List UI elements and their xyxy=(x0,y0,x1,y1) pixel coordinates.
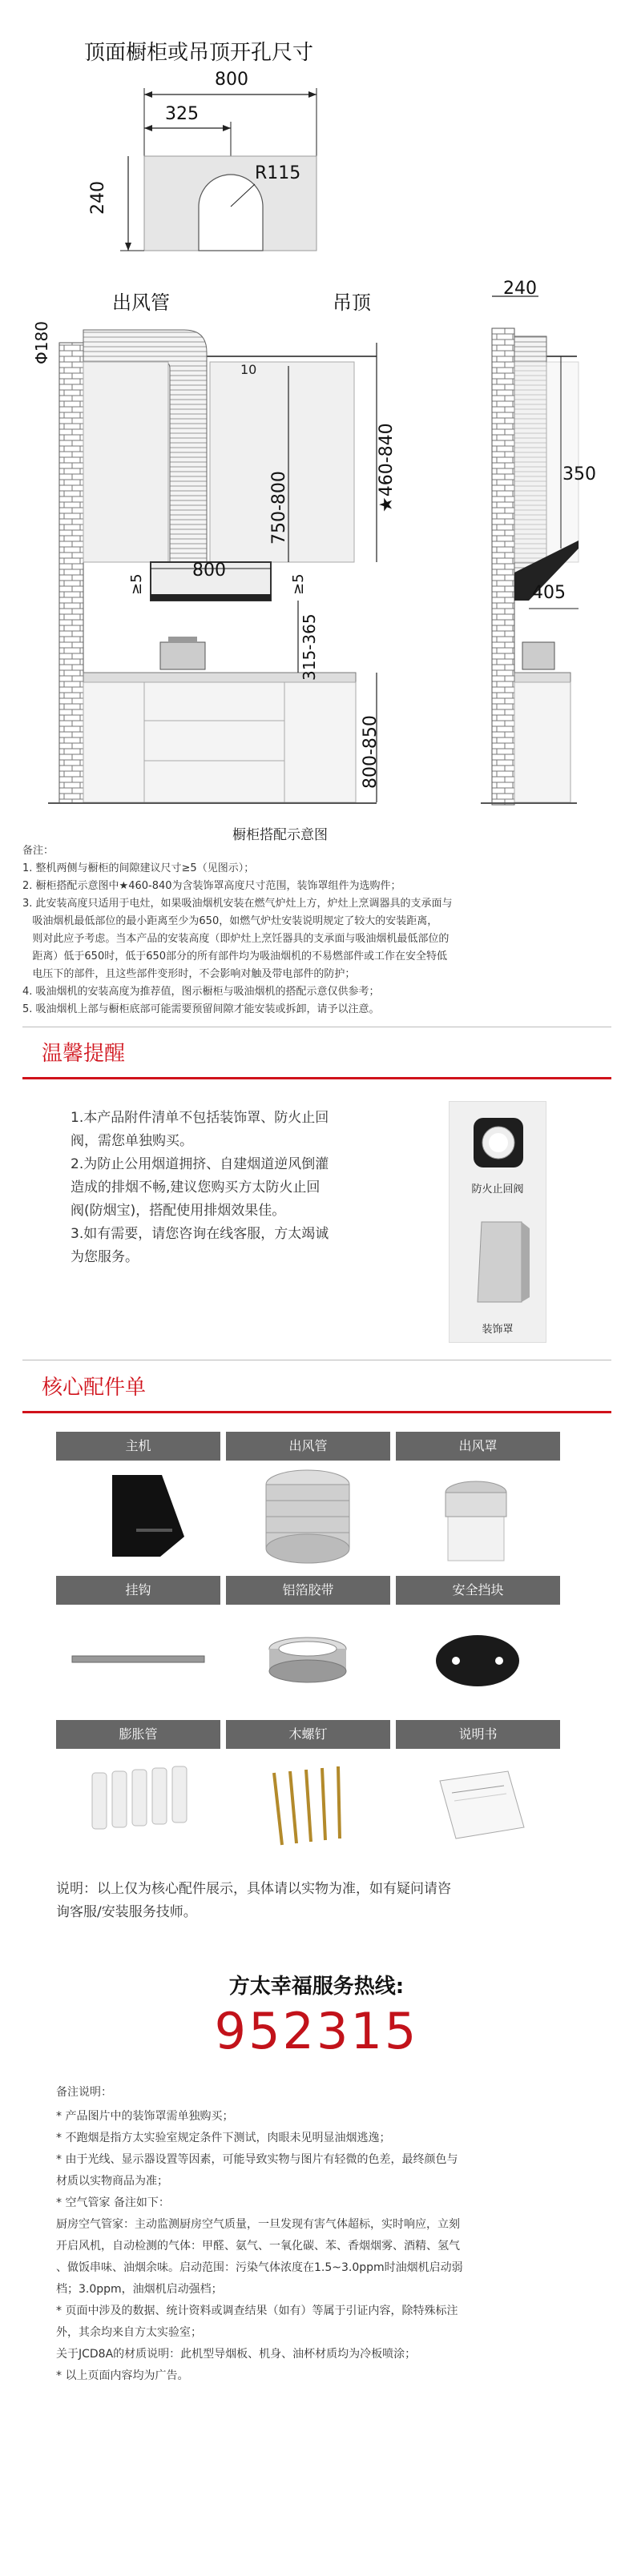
tips-text xyxy=(71,1107,431,1269)
fire-valve-label: 防火止回阀 xyxy=(471,1184,524,1196)
tip-line: 2.为防止公用烟道拥挤、自建烟道逆风倒灌 xyxy=(71,1156,329,1172)
decorative-cover-icon xyxy=(450,1214,546,1318)
remark-line: 开启风机，自动检测的气体：甲醛、氨气、一氧化碳、苯、香烟烟雾、酒精、氢气 xyxy=(56,2240,460,2252)
notes-title: 备注： xyxy=(22,845,54,857)
tip-line: 造成的排烟不畅,建议您购买方太防火止回 xyxy=(71,1179,321,1196)
star-range-label: ★460-840 xyxy=(377,423,397,512)
tip-line: 阀，需您单独购买。 xyxy=(71,1133,193,1149)
tip-line: 为您服务。 xyxy=(71,1249,139,1265)
note-line: 3. 此安装高度只适用于电灶，如果吸油烟机安装在燃气炉灶上方，炉灶上烹调器具的支承面与 xyxy=(22,898,453,910)
ge5-left-label: ≥5 xyxy=(128,573,145,595)
top-width-label: 800 xyxy=(215,70,248,90)
part-cell-host xyxy=(56,1461,220,1573)
phi180-label: Φ180 xyxy=(32,321,51,364)
screw-icon xyxy=(226,1749,390,1861)
part-cell-block xyxy=(396,1605,560,1717)
remark-line: 档；3.0ppm，油烟机启动强档； xyxy=(56,2283,223,2296)
part-cell-screw xyxy=(226,1749,390,1861)
hotline-title: 方太幸福服务热线: xyxy=(228,1975,405,1999)
accessory-panel xyxy=(449,1101,546,1343)
tape-icon xyxy=(226,1605,390,1717)
outlet-cover-icon xyxy=(396,1461,560,1573)
parts-disclaimer xyxy=(56,1878,601,1924)
top-opening-diagram xyxy=(0,56,633,272)
note-line: 电压下的部件，且这些部件变形时，不会影响对触及带电部件的防护； xyxy=(22,968,356,980)
part-head-host: 主机 xyxy=(56,1432,220,1461)
part-cell-outlet-cover xyxy=(396,1461,560,1573)
part-head-manual: 说明书 xyxy=(396,1720,560,1749)
remark-line: 厨房空气管家：主动监测厨房空气质量，一旦发现有害气体超标，实时响应，立刻 xyxy=(56,2218,460,2231)
parts-underline xyxy=(22,1411,611,1413)
remark-line: * 页面中涉及的数据、统计资料或调查结果（如有）等属于引证内容，除特殊标注 xyxy=(56,2305,458,2317)
part-head-tape: 铝箔胶带 xyxy=(226,1576,390,1605)
remark-line: * 不跑烟是指方太实验室规定条件下测试，肉眼未见明显油烟逃逸； xyxy=(56,2132,391,2144)
side-240-label: 240 xyxy=(503,279,537,299)
part-head-block: 安全挡块 xyxy=(396,1576,560,1605)
part-cell-manual xyxy=(396,1749,560,1861)
hook-icon xyxy=(56,1605,220,1717)
top-diagram-title: 顶面橱柜或吊顶开孔尺寸 xyxy=(84,41,314,65)
hotline-number[interactable]: 952315 xyxy=(214,2002,419,2060)
manual-icon xyxy=(396,1749,560,1861)
part-head-duct: 出风管 xyxy=(226,1432,390,1461)
w800-label: 800 xyxy=(192,561,226,581)
note-line: 距离）低于650时，低于650部分的所有部件均为吸油烟机的不易燃部件或工作在安全特低 xyxy=(22,950,448,962)
duct-icon xyxy=(226,1461,390,1573)
remark-line: 外，其余均来自方太实验室； xyxy=(56,2326,202,2339)
side-405-label: 405 xyxy=(532,583,566,603)
tip-line: 3.如有需要，请您咨询在线客服，方太竭诚 xyxy=(71,1226,329,1242)
top-radius-label: R115 xyxy=(255,163,301,183)
anchor-icon xyxy=(56,1749,220,1861)
remarks-list xyxy=(56,2106,609,2387)
outlet-pipe-label: 出风管 xyxy=(112,291,170,314)
h315-365-label: 315-365 xyxy=(300,613,319,681)
part-cell-tape xyxy=(226,1605,390,1717)
side-350-label: 350 xyxy=(562,464,596,484)
h800-850-label: 800-850 xyxy=(361,715,381,789)
remark-line: * 空气管家 备注如下： xyxy=(56,2196,170,2209)
remark-line: * 以上页面内容均为广告。 xyxy=(56,2369,189,2382)
part-head-outlet-cover: 出风罩 xyxy=(396,1432,560,1461)
notes-list xyxy=(22,860,615,1019)
tips-underline xyxy=(22,1077,611,1079)
part-head-anchor: 膨胀管 xyxy=(56,1720,220,1749)
part-cell-duct xyxy=(226,1461,390,1573)
fire-valve-icon xyxy=(450,1110,546,1186)
remark-line: 关于JCD8A的材质说明：此机型导烟板、机身、油杯材质均为冷板喷涂； xyxy=(56,2348,417,2361)
tip-line: 1.本产品附件清单不包括装饰罩、防火止回 xyxy=(71,1110,329,1126)
ten-label: 10 xyxy=(240,362,257,377)
top-offset-label: 325 xyxy=(165,104,199,124)
remark-line: 、做饭串味、油烟余味。启动范围：污染气体浓度在1.5~3.0ppm时油烟机启动弱 xyxy=(56,2261,463,2274)
range-hood-icon xyxy=(56,1461,220,1573)
ceiling-label: 吊顶 xyxy=(333,291,371,314)
disclaimer-line: 说明：以上仅为核心配件展示，具体请以实物为准，如有疑问请咨 xyxy=(56,1881,451,1897)
part-head-screw: 木螺钉 xyxy=(226,1720,390,1749)
note-line: 则对此应予考虑。当本产品的安装高度（即炉灶上烹饪器具的支承面与吸油烟机最低部位的 xyxy=(22,933,450,945)
note-line: 4. 吸油烟机的安装高度为推荐值，图示橱柜与吸油烟机的搭配示意仅供参考； xyxy=(22,986,380,998)
remarks-title: 备注说明： xyxy=(56,2086,112,2099)
part-cell-hook xyxy=(56,1605,220,1717)
top-depth-label: 240 xyxy=(88,181,108,215)
remark-line: * 产品图片中的装饰罩需单独购买； xyxy=(56,2110,234,2123)
note-line: 吸油烟机最低部位的最小距离至少为650，如燃气炉灶安装说明规定了较大的安装距离， xyxy=(22,915,438,927)
cover-label: 装饰罩 xyxy=(482,1324,514,1336)
remark-line: 材质以实物商品为准； xyxy=(56,2175,168,2188)
note-line: 1. 整机两侧与橱柜的间隙建议尺寸≥5（见图示）； xyxy=(22,862,255,874)
note-line: 5. 吸油烟机上部与橱柜底部可能需要预留间隙才能安装或拆卸，请予以注意。 xyxy=(22,1003,380,1015)
part-cell-anchor xyxy=(56,1749,220,1861)
block-icon xyxy=(396,1605,560,1717)
note-line: 2. 橱柜搭配示意图中★460-840为含装饰罩高度尺寸范围，装饰罩组件为选购件； xyxy=(22,880,401,892)
cabinet-installation-diagram xyxy=(0,272,633,825)
h750-800-label: 750-800 xyxy=(269,471,289,545)
disclaimer-line: 询客服/安装服务技师。 xyxy=(56,1904,197,1920)
remark-line: * 由于光线、显示器设置等因素，可能导致实物与图片有轻微的色差，最终颜色与 xyxy=(56,2153,458,2166)
tips-title: 温馨提醒 xyxy=(42,1042,126,1066)
parts-title: 核心配件单 xyxy=(42,1376,147,1400)
tip-line: 阀(防烟宝)，搭配使用排烟效果佳。 xyxy=(71,1203,286,1219)
diagram-caption: 橱柜搭配示意图 xyxy=(232,827,328,843)
ge5-right-label: ≥5 xyxy=(290,573,307,595)
part-head-hook: 挂钩 xyxy=(56,1576,220,1605)
